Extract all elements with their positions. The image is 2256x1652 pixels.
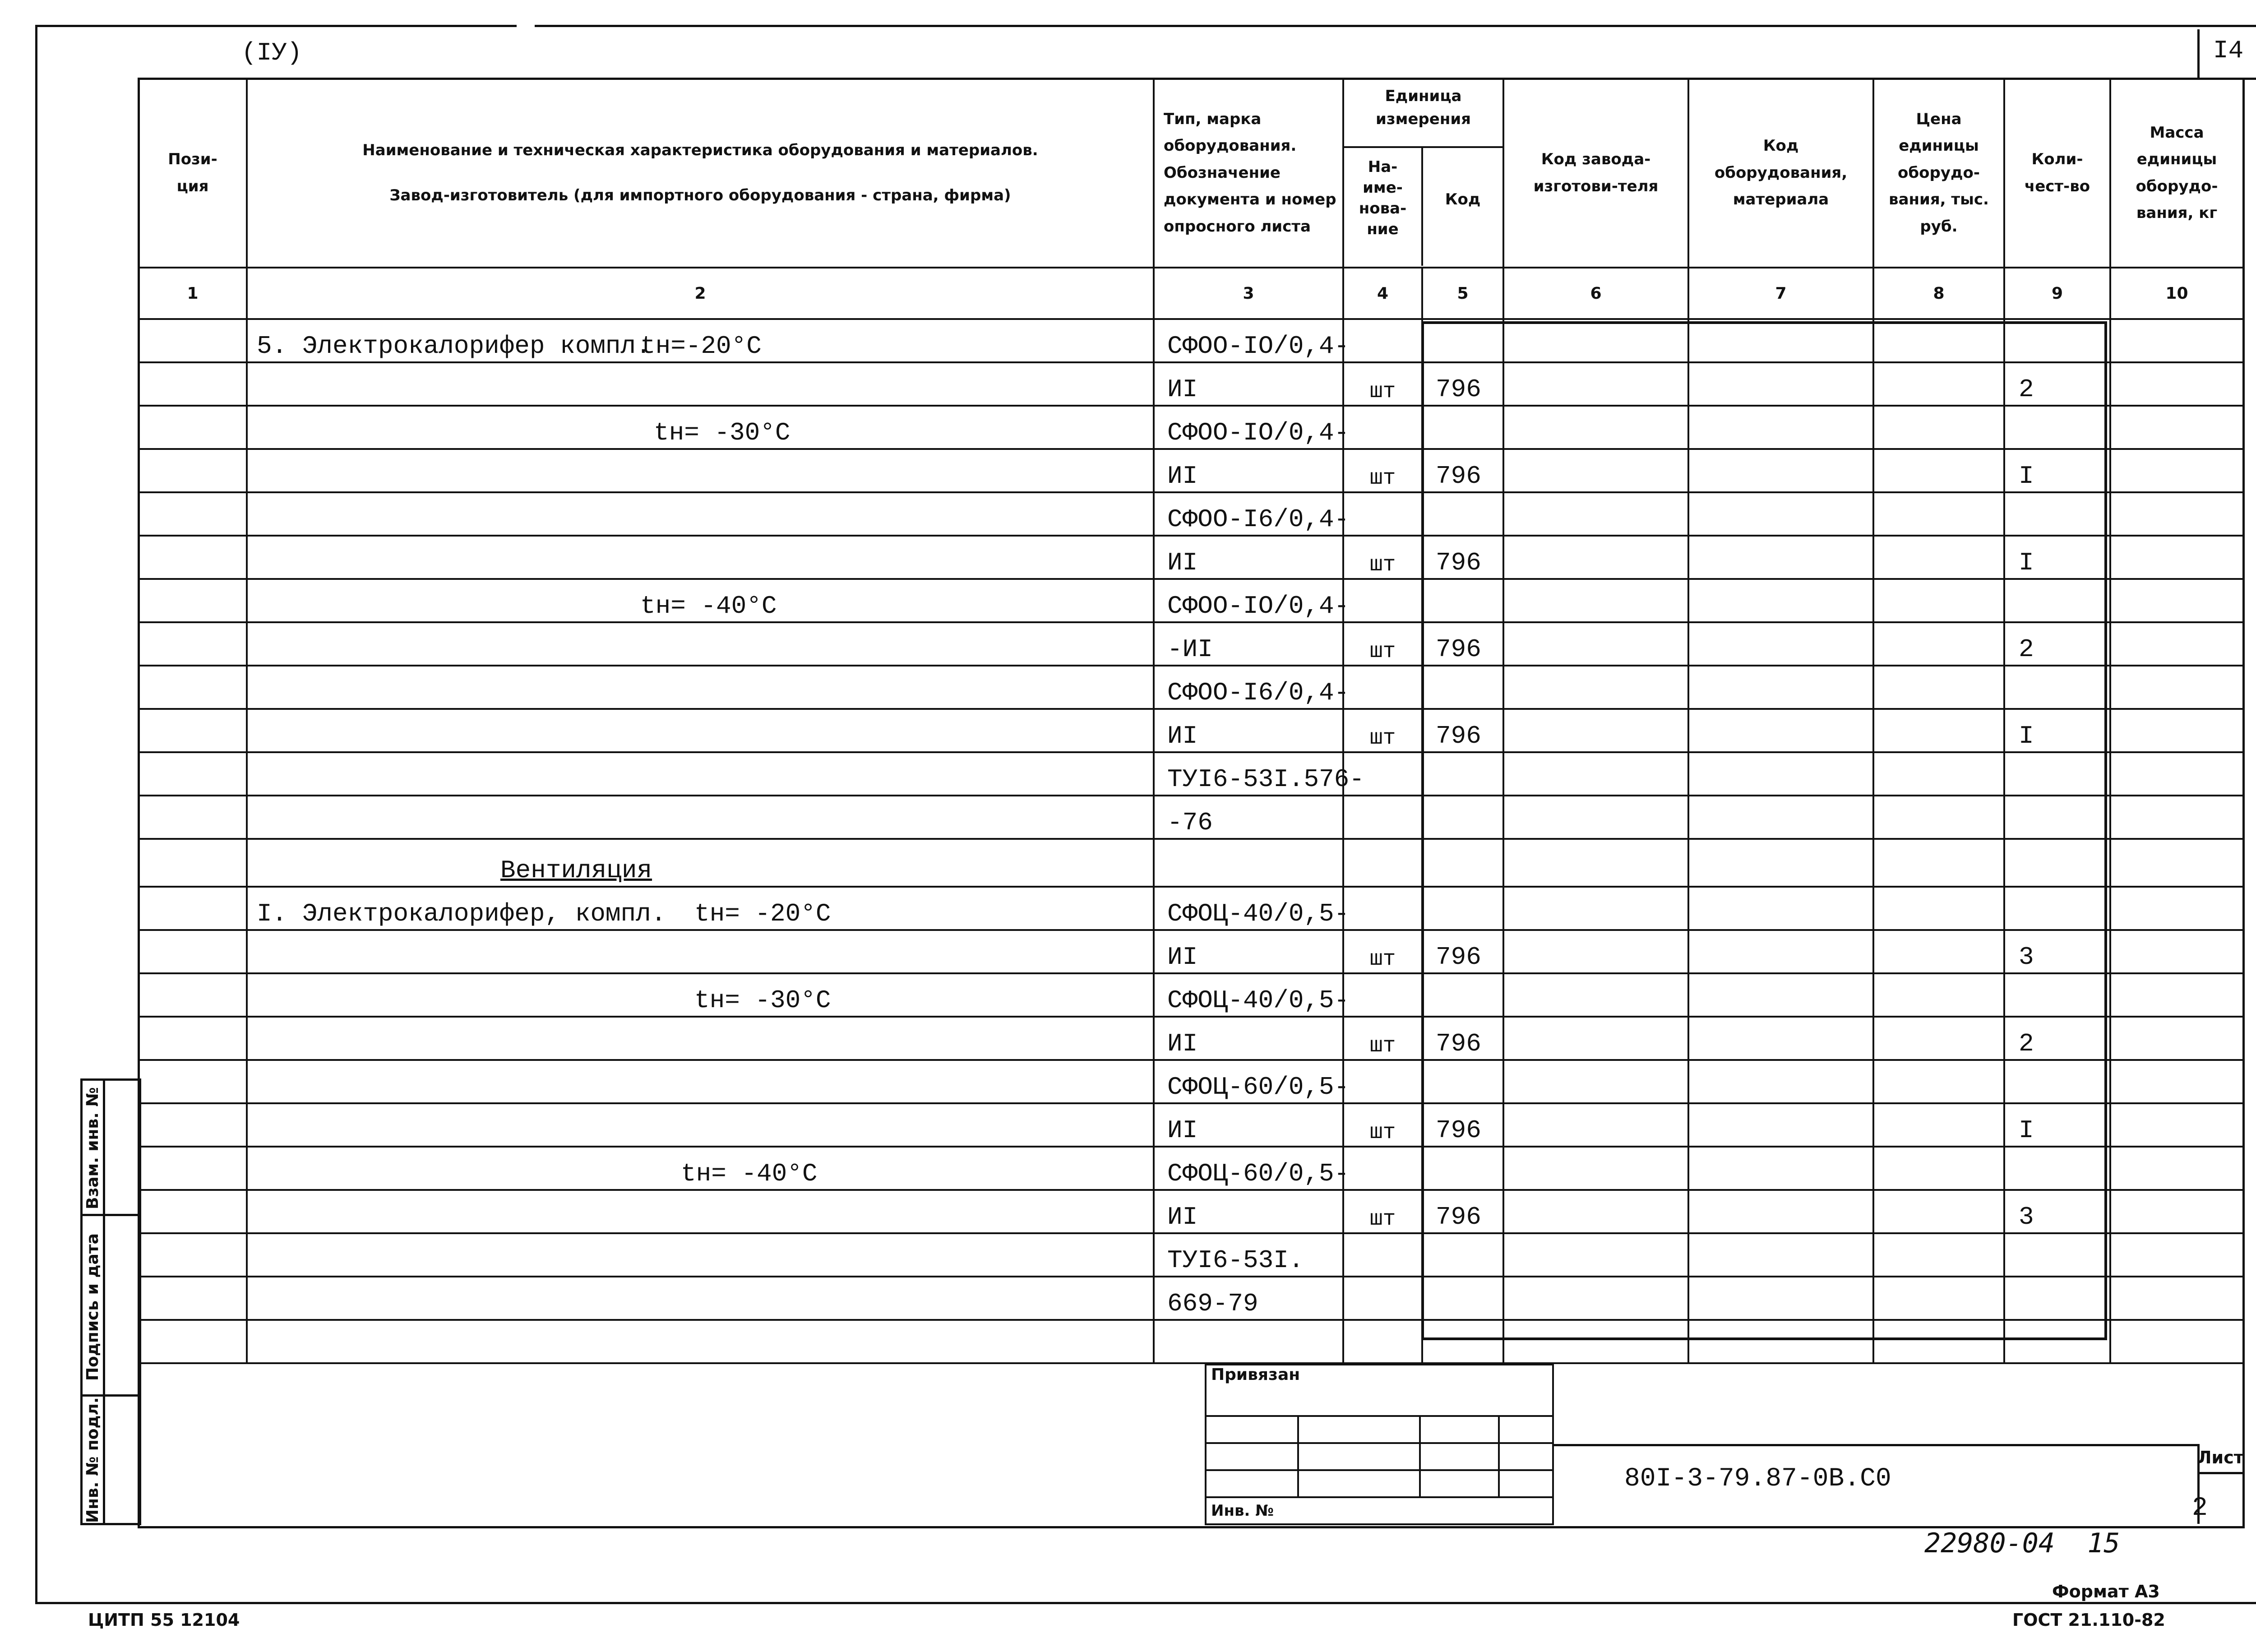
col-number: 10 [2110, 268, 2243, 319]
cell-unit-code: 796 [1422, 930, 1503, 973]
stamp-signature-date: Подпись и дата [83, 1233, 102, 1381]
cell-name [247, 362, 1154, 406]
cell-position [139, 839, 247, 887]
cell-name [247, 839, 1154, 887]
cell-position [139, 666, 247, 709]
cell-unit [1343, 492, 1422, 536]
outdoor-temperature: tн= -40°C [640, 592, 777, 620]
cell-type: СФОЦ-40/0,5- [1154, 887, 1343, 930]
header-equipment-code: Код оборудования, материала [1688, 79, 1873, 268]
cell-unit [1343, 319, 1422, 362]
cell-unit-code: 796 [1422, 449, 1503, 492]
item-name: I. Электрокалорифер, компл. [257, 899, 666, 928]
cell-type: СФОО-I6/0,4- [1154, 666, 1343, 709]
cell-position [139, 1233, 247, 1277]
cell-position [139, 1277, 247, 1320]
cell-mass [2110, 449, 2243, 492]
cell-type: СФОЦ-60/0,5- [1154, 1060, 1343, 1103]
cell-type: ИI [1154, 1190, 1343, 1233]
cell-name [247, 1147, 1154, 1190]
col-number: 8 [1873, 268, 2004, 319]
cell-unit [1343, 887, 1422, 930]
cell-name [247, 1233, 1154, 1277]
cell-position [139, 887, 247, 930]
col-number: 7 [1688, 268, 1873, 319]
cell-unit [1343, 406, 1422, 449]
cell-unit-code: 796 [1422, 709, 1503, 752]
header-unit-title: Единица измерения [1344, 80, 1502, 148]
cell-position [139, 1190, 247, 1233]
side-stamp-divider [80, 1214, 141, 1216]
cell-type: ИI [1154, 449, 1343, 492]
cell-name [247, 887, 1154, 930]
cell-position [139, 579, 247, 622]
cell-name [247, 406, 1154, 449]
cell-mass [2110, 1233, 2243, 1277]
cell-name [247, 930, 1154, 973]
cell-type: СФОО-IO/0,4- [1154, 406, 1343, 449]
cell-type: ИI [1154, 1017, 1343, 1060]
header-unit-group [1343, 79, 1503, 268]
cell-unit: шт [1343, 536, 1422, 579]
cell-name [247, 319, 1154, 362]
cell-unit [1343, 1060, 1422, 1103]
cell-unit: шт [1343, 1017, 1422, 1060]
cell-type: СФОО-I6/0,4- [1154, 492, 1343, 536]
cell-unit-code: 796 [1422, 1017, 1503, 1060]
col-number: 9 [2004, 268, 2110, 319]
cell-unit [1343, 796, 1422, 839]
cell-mass [2110, 887, 2243, 930]
cell-mass [2110, 1277, 2243, 1320]
cell-unit: шт [1343, 449, 1422, 492]
cell-position [139, 449, 247, 492]
outdoor-temperature: tн= -20°C [694, 899, 831, 928]
cell-position [139, 752, 247, 796]
sheet-label: Лист [2197, 1448, 2244, 1467]
cell-unit [1343, 1277, 1422, 1320]
cell-position [139, 930, 247, 973]
page-corner-number: I4 [2213, 36, 2244, 65]
cell-name [247, 1103, 1154, 1147]
cell-unit [1343, 1320, 1422, 1363]
cell-quantity: I [2004, 449, 2110, 492]
cell-unit-code: 796 [1422, 1103, 1503, 1147]
header-unit-subcols [1344, 148, 1502, 266]
cell-unit [1343, 839, 1422, 887]
cell-mass [2110, 1320, 2243, 1363]
publisher-stamp: ЦИТП 55 12104 [88, 1610, 240, 1630]
format-label: Формат А3 [2052, 1582, 2160, 1601]
cell-unit: шт [1343, 362, 1422, 406]
sheet-number: 2 [2192, 1494, 2208, 1523]
cell-unit-code: 796 [1422, 362, 1503, 406]
cell-name [247, 709, 1154, 752]
frame-gap [517, 23, 535, 29]
cell-name [247, 1060, 1154, 1103]
header-position: Пози- ция [139, 79, 247, 268]
cell-position [139, 1320, 247, 1363]
cell-unit: шт [1343, 1103, 1422, 1147]
stamp-original-inv: Инв. № подл. [83, 1397, 102, 1523]
col-number: 4 [1343, 268, 1422, 319]
header-row [139, 79, 2243, 268]
cell-position [139, 536, 247, 579]
cell-unit [1343, 1233, 1422, 1277]
cell-type: -ИI [1154, 622, 1343, 666]
cell-quantity: 2 [2004, 362, 2110, 406]
outdoor-temperature: tн= -30°C [694, 986, 831, 1015]
document-code: 80I-3-79.87-0B.C0 [1624, 1464, 1891, 1494]
cell-position [139, 406, 247, 449]
cell-mass [2110, 406, 2243, 449]
side-stamp-inner-line [103, 1078, 105, 1525]
cell-unit-code: 796 [1422, 536, 1503, 579]
cell-mass [2110, 492, 2243, 536]
cell-position [139, 1017, 247, 1060]
cell-type: СФОО-IO/0,4- [1154, 579, 1343, 622]
cell-type: ИI [1154, 1103, 1343, 1147]
col-number: 1 [139, 268, 247, 319]
cell-mass [2110, 1103, 2243, 1147]
cell-quantity: 3 [2004, 930, 2110, 973]
cell-mass [2110, 1017, 2243, 1060]
cell-type: ТУI6-53I.576- [1154, 752, 1343, 796]
outdoor-temperature: tн= -30°C [654, 418, 791, 447]
cell-unit: шт [1343, 622, 1422, 666]
header-mass: Масса единицы оборудо-вания, кг [2110, 79, 2243, 268]
header-unit-name: На- име- нова- ние [1344, 148, 1423, 266]
col-number: 2 [247, 268, 1154, 319]
cell-mass [2110, 973, 2243, 1017]
cell-unit-code: 796 [1422, 622, 1503, 666]
linkage-label: Привязан [1211, 1365, 1300, 1384]
cell-position [139, 796, 247, 839]
cell-unit [1343, 579, 1422, 622]
cell-type: СФОЦ-40/0,5- [1154, 973, 1343, 1017]
cell-type: СФОО-IO/0,4- [1154, 319, 1343, 362]
cell-unit [1343, 1147, 1422, 1190]
cell-quantity: 3 [2004, 1190, 2110, 1233]
col-number: 3 [1154, 268, 1343, 319]
item-name: 5. Электрокалорифер компл. [257, 332, 651, 361]
outdoor-temperature: tн= -40°C [681, 1159, 818, 1188]
cell-mass [2110, 362, 2243, 406]
cell-position [139, 973, 247, 1017]
cell-name [247, 666, 1154, 709]
sheet-label-divider [2197, 1472, 2242, 1474]
col-number: 5 [1422, 268, 1503, 319]
cell-mass [2110, 839, 2243, 887]
cell-quantity: 2 [2004, 622, 2110, 666]
section-heading: Вентиляция [500, 856, 652, 885]
cell-mass [2110, 796, 2243, 839]
cell-mass [2110, 752, 2243, 796]
cell-name [247, 536, 1154, 579]
cell-name [247, 579, 1154, 622]
cell-mass [2110, 1190, 2243, 1233]
cell-unit [1343, 973, 1422, 1017]
cell-type [1154, 1320, 1343, 1363]
outdoor-temperature: tн=-20°C [640, 332, 762, 361]
cell-name [247, 1190, 1154, 1233]
cell-unit: шт [1343, 1190, 1422, 1233]
cell-position [139, 492, 247, 536]
header-name [247, 79, 1154, 268]
column-numbers-row [139, 268, 2243, 319]
linkage-stamp [1205, 1364, 1554, 1525]
col-number: 6 [1503, 268, 1688, 319]
cell-mass [2110, 666, 2243, 709]
cell-name [247, 973, 1154, 1017]
cell-mass [2110, 536, 2243, 579]
cell-name [247, 622, 1154, 666]
cell-mass [2110, 1147, 2243, 1190]
cell-type: ТУI6-53I. [1154, 1233, 1343, 1277]
cell-position [139, 622, 247, 666]
cell-unit: шт [1343, 930, 1422, 973]
cell-position [139, 1103, 247, 1147]
cell-type: 669-79 [1154, 1277, 1343, 1320]
cell-type: -76 [1154, 796, 1343, 839]
inventory-number-label: Инв. № [1211, 1502, 1274, 1520]
header-price: Цена единицы оборудо-вания, тыс. руб. [1873, 79, 2004, 268]
cell-name [247, 492, 1154, 536]
cell-unit-code: 796 [1422, 1190, 1503, 1233]
header-unit-code: Код [1445, 190, 1481, 208]
emphasis-outline [1421, 321, 2107, 1340]
cell-quantity: I [2004, 709, 2110, 752]
cell-type [1154, 839, 1343, 887]
header-factory-code: Код завода-изготови-теля [1503, 79, 1688, 268]
stamp-replacement-inv: Взам. инв. № [83, 1087, 102, 1209]
cell-mass [2110, 579, 2243, 622]
header-name-line2: Завод-изготовитель (для импортного оборудования - страна, фирма) [389, 186, 1011, 204]
cell-quantity: I [2004, 536, 2110, 579]
cell-type: ИI [1154, 362, 1343, 406]
section-label: (IУ) [241, 38, 302, 67]
cell-name [247, 1017, 1154, 1060]
gost-label: ГОСТ 21.110-82 [2012, 1610, 2165, 1630]
header-quantity: Коли-чест-во [2004, 79, 2110, 268]
cell-name [247, 752, 1154, 796]
cell-type: СФОЦ-60/0,5- [1154, 1147, 1343, 1190]
cell-position [139, 362, 247, 406]
cell-position [139, 1147, 247, 1190]
cell-name [247, 449, 1154, 492]
cell-mass [2110, 319, 2243, 362]
cell-name [247, 1277, 1154, 1320]
cell-mass [2110, 622, 2243, 666]
cell-quantity: I [2004, 1103, 2110, 1147]
handwritten-number: 22980-04 15 [1924, 1527, 2120, 1559]
cell-position [139, 319, 247, 362]
cell-type: ИI [1154, 930, 1343, 973]
cell-quantity: 2 [2004, 1017, 2110, 1060]
header-name-line1: Наименование и техническая характеристика оборудования и материалов. [362, 141, 1038, 159]
cell-unit [1343, 666, 1422, 709]
cell-unit: шт [1343, 709, 1422, 752]
cell-mass [2110, 930, 2243, 973]
cell-type: ИI [1154, 536, 1343, 579]
header-type: Тип, марка оборудования. Обозначение документа и номер опросного листа [1154, 79, 1343, 268]
cell-type: ИI [1154, 709, 1343, 752]
cell-name [247, 1320, 1154, 1363]
cell-name [247, 796, 1154, 839]
cell-position [139, 709, 247, 752]
cell-mass [2110, 1060, 2243, 1103]
cell-mass [2110, 709, 2243, 752]
side-stamp-divider [80, 1394, 141, 1397]
cell-position [139, 1060, 247, 1103]
